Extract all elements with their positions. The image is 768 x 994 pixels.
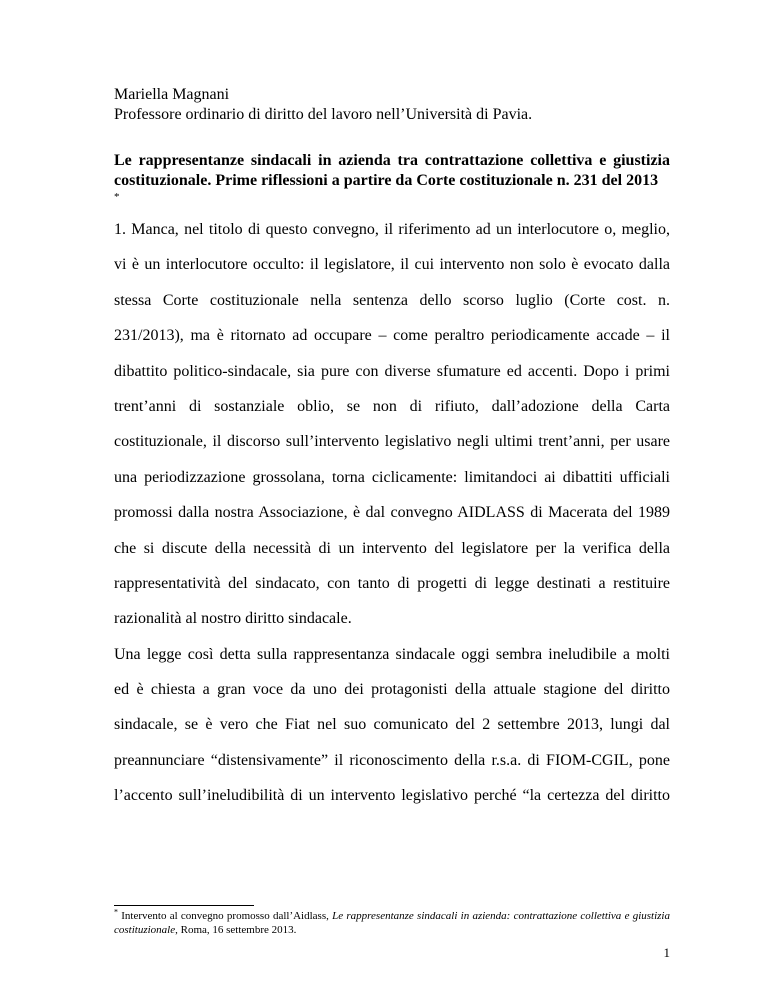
footnote-text-before: Intervento al convegno promosso dall’Aidlass, — [118, 910, 333, 922]
footnote-mark: * — [114, 907, 118, 917]
footnote-divider — [114, 905, 254, 906]
page-number: 1 — [663, 945, 670, 960]
paper-title-text: Le rappresentanze sindacali in azienda tra contrattazione collettiva e giustizia costituzionale. Prime riflessioni a partire da Corte costituzionale n. 231 del 2013 — [114, 152, 670, 189]
author-block — [114, 85, 674, 125]
paper-title — [114, 151, 670, 202]
body-text — [114, 212, 670, 814]
footnote-text-after: , Roma, 16 settembre 2013. — [175, 924, 297, 936]
body-line: costituzionale, il discorso sull’intervento legislativo negli ultimi trent’anni, per usare — [114, 433, 670, 451]
body-line: trent’anni di sostanziale oblio, se non di rifiuto, dall’adozione della Carta — [114, 397, 670, 415]
body-line: l’accento sull’ineludibilità di un intervento legislativo perché “la certezza del diritto — [114, 787, 670, 805]
body-line: Una legge così detta sulla rappresentanza sindacale oggi sembra ineludibile a molti — [114, 645, 670, 663]
body-line: 1. Manca, nel titolo di questo convegno, il riferimento ad un interlocutore o, meglio, — [114, 221, 670, 238]
body-line: dibattito politico-sindacale, sia pure con diverse sfumature ed accenti. Dopo i primi — [114, 362, 670, 380]
body-line: che si discute della necessità di un intervento del legislatore per la verifica della — [114, 539, 670, 557]
body-line: rappresentatività del sindacato, con tanto di progetti di legge destinati a restituire — [114, 574, 670, 592]
body-line: una periodizzazione grossolana, torna ciclicamente: limitandoci ai dibattiti ufficiali — [114, 468, 670, 486]
body-line: promossi dalla nostra Associazione, è dal convegno AIDLASS di Macerata del 1989 — [114, 504, 670, 522]
body-line: stessa Corte costituzionale nella sentenza dello scorso luglio (Corte cost. n. — [114, 291, 670, 309]
footnote — [114, 909, 670, 937]
footnote-text-italic: Le rappresentanze sindacali in azienda: contrattazione collettiva e giustizia costituzionale — [114, 910, 670, 936]
body-line: ed è chiesta a gran voce da uno dei protagonisti della attuale stagione del diritto — [114, 681, 670, 699]
body-line: sindacale, se è vero che Fiat nel suo comunicato del 2 settembre 2013, lungi dal — [114, 716, 670, 734]
title-footnote-mark: * — [114, 191, 120, 203]
body-line: razionalità al nostro diritto sindacale. — [114, 610, 352, 628]
author-name: Mariella Magnani — [114, 86, 230, 103]
body-line: preannunciare “distensivamente” il riconoscimento della r.s.a. di FIOM-CGIL, pone — [114, 751, 670, 769]
body-line: vi è un interlocutore occulto: il legislatore, il cui intervento non solo è evocato dalla — [114, 256, 670, 274]
body-line: 231/2013), ma è ritornato ad occupare – come peraltro periodicamente accade – il — [114, 327, 670, 345]
author-affiliation: Professore ordinario di diritto del lavoro nell’Università di Pavia. — [114, 106, 533, 123]
